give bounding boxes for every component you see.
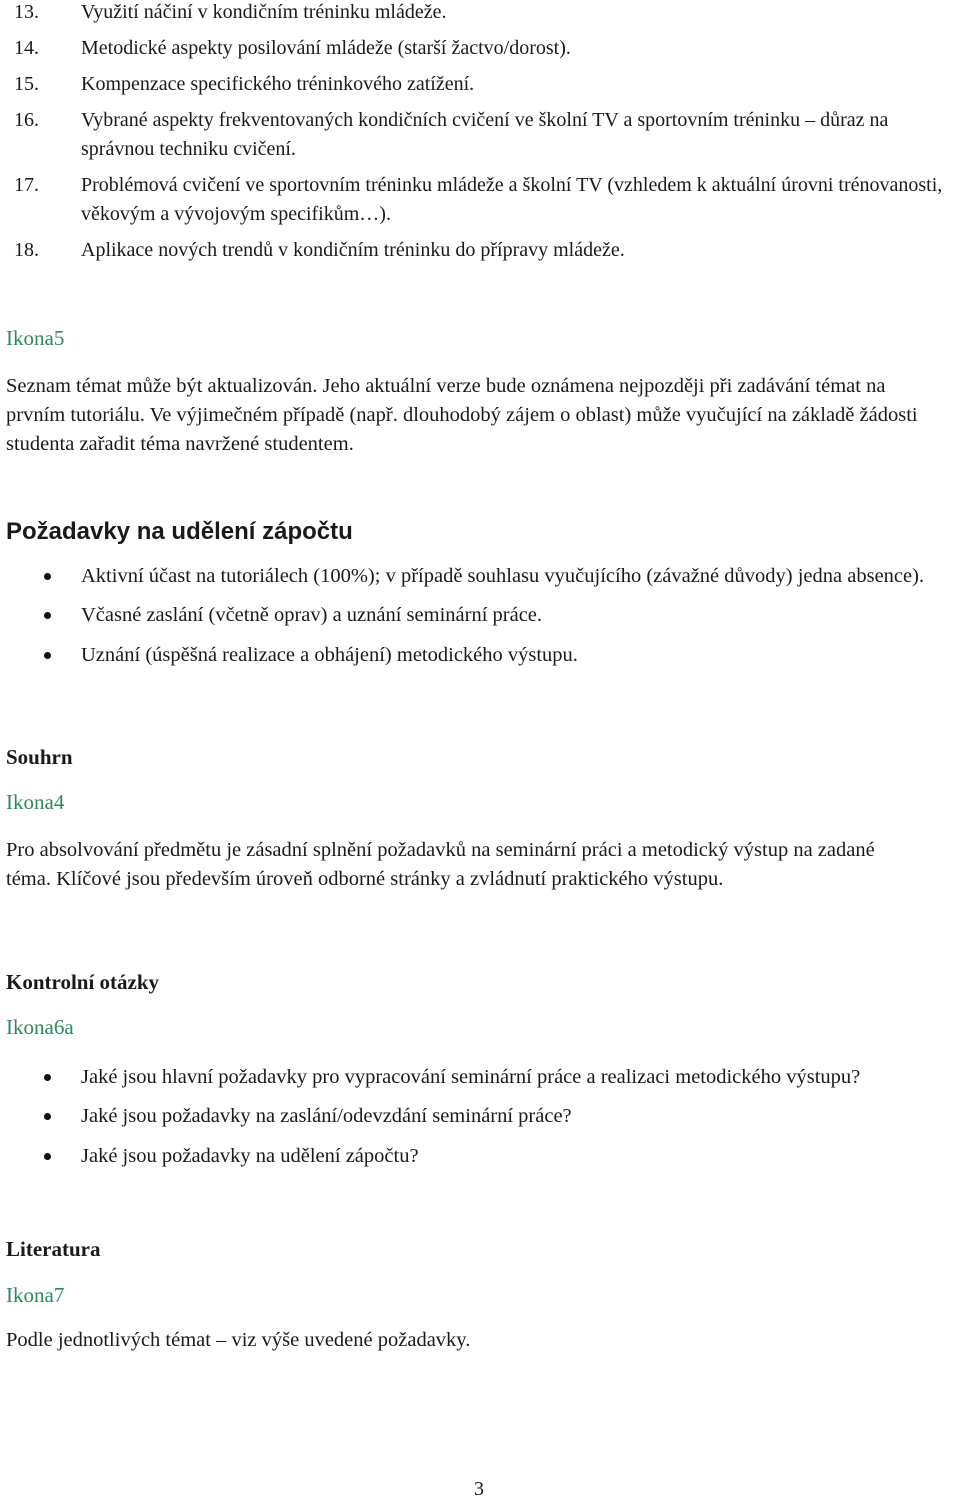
topic-text: Využití náčiní v kondičním tréninku mládeže.: [81, 1, 447, 23]
topic-item: [6, 34, 960, 63]
questions-heading: Kontrolní otázky: [6, 970, 160, 994]
credit-requirement-text: Včasné zaslání (včetně oprav) a uznání seminární práce.: [81, 604, 543, 626]
credit-requirement-item: [6, 601, 956, 630]
summary-text: Pro absolvování předmětu je zásadní splnění požadavků na seminární práci a metodický výstup na zadané téma. Klíčové jsou především úroveň odborné stránky a zvládnutí praktického výstupu.: [6, 839, 875, 890]
topic-number: 18.: [14, 239, 39, 261]
topic-text: Kompenzace specifického tréninkového zatížení.: [81, 73, 475, 95]
bullet-icon: [44, 612, 51, 619]
topic-number: 14.: [14, 37, 39, 59]
topic-number: 17.: [14, 174, 39, 196]
ikona6a-label: Ikona6a: [6, 1015, 74, 1039]
bullet-icon: [44, 1074, 51, 1081]
topics-note: Seznam témat může být aktualizován. Jeho aktuální verze bude oznámena nejpozději při zadávání témat na prvním tutoriálu. Ve výjimečném případě (např. dlouhodobý zájem o oblast) může vyučující na základě žádosti studenta zařadit téma navržené studentem.: [6, 375, 918, 455]
credit-requirement-text: Aktivní účast na tutoriálech (100%); v případě souhlasu vyučujícího (závažné důvody) jedna absence).: [81, 565, 925, 587]
question-text: Jaké jsou požadavky na udělení zápočtu?: [81, 1145, 419, 1167]
topic-item: [6, 106, 960, 164]
topic-number: 13.: [14, 1, 39, 23]
topic-item: [6, 70, 960, 99]
bullet-icon: [44, 573, 51, 580]
question-text: Jaké jsou hlavní požadavky pro vypracování seminární práce a realizaci metodického výstupu?: [81, 1066, 861, 1088]
topic-text: Problémová cvičení ve sportovním tréninku mládeže a školní TV (vzhledem k aktuální úrovni trénovanosti, věkovým a vývojovým specifikům…).: [81, 174, 943, 225]
credit-requirement-item: [6, 641, 956, 670]
topic-text: Aplikace nových trendů v kondičním tréninku do přípravy mládeže.: [81, 239, 625, 261]
literature-text: Podle jednotlivých témat – viz výše uvedené požadavky.: [6, 1329, 471, 1351]
topic-list: [6, 0, 960, 265]
question-item: [6, 1102, 956, 1131]
question-item: [6, 1142, 956, 1171]
topic-number: 15.: [14, 73, 39, 95]
topic-number: 16.: [14, 109, 39, 131]
credit-requirement-item: [6, 562, 956, 591]
bullet-icon: [44, 1153, 51, 1160]
credit-heading: Požadavky na udělení zápočtu: [6, 518, 353, 545]
ikona4-label: Ikona4: [6, 790, 65, 814]
topic-item: [6, 0, 960, 27]
topic-item: [6, 236, 960, 265]
topic-text: Vybrané aspekty frekventovaných kondičních cvičení ve školní TV a sportovním tréninku – důraz na správnou techniku cvičení.: [81, 109, 889, 160]
credit-requirements-list: [6, 562, 956, 670]
topic-item: [6, 171, 960, 229]
summary-heading: Souhrn: [6, 745, 73, 769]
topic-text: Metodické aspekty posilování mládeže (starší žactvo/dorost).: [81, 37, 571, 59]
bullet-icon: [44, 652, 51, 659]
ikona5-label: Ikona5: [6, 326, 65, 350]
questions-list: [6, 1063, 956, 1171]
page-number: 3: [474, 1478, 484, 1500]
question-text: Jaké jsou požadavky na zaslání/odevzdání seminární práce?: [81, 1105, 572, 1127]
credit-requirement-text: Uznání (úspěšná realizace a obhájení) metodického výstupu.: [81, 644, 578, 666]
question-item: [6, 1063, 956, 1092]
bullet-icon: [44, 1113, 51, 1120]
literature-heading: Literatura: [6, 1237, 101, 1261]
ikona7-label: Ikona7: [6, 1283, 65, 1307]
